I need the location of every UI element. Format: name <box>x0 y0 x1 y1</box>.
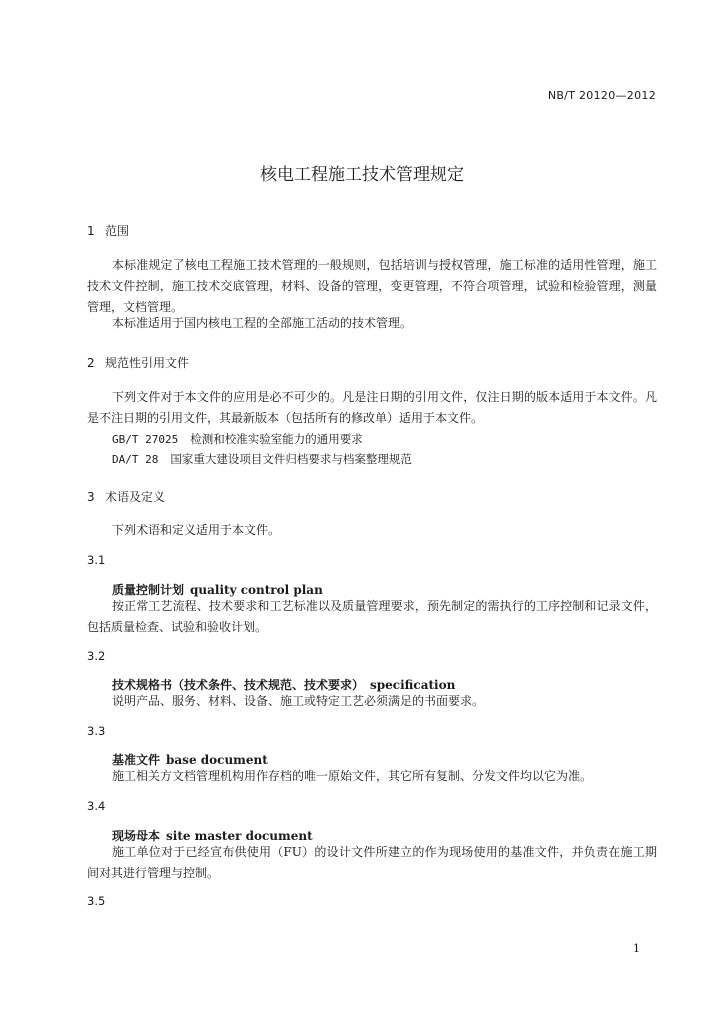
section-number: 3 <box>87 490 95 504</box>
clause-number: 3.3 <box>87 724 106 738</box>
references-paragraph: 下列文件对于本文件的应用是必不可少的。凡是注日期的引用文件，仅注日期的版本适用于本文件。凡是不注日期的引用文件，其最新版本（包括所有的修改单）适用于本文件。 <box>87 390 657 425</box>
clause-number: 3.2 <box>87 649 106 663</box>
clause-number: 3.1 <box>87 553 106 567</box>
term-definition: 说明产品、服务、材料、设备、施工或特定工艺必须满足的书面要求。 <box>112 694 485 708</box>
section-heading-2 <box>87 354 189 371</box>
reference-code: DA/T 28 <box>112 453 159 466</box>
reference-item <box>112 451 412 467</box>
standard-code: NB/T 20120—2012 <box>547 89 656 102</box>
term-chinese: 现场母本 <box>112 829 161 843</box>
page-number: 1 <box>633 942 640 955</box>
scope-paragraph-1: 本标准规定了核电工程施工技术管理的一般规则，包括培训与授权管理，施工标准的适用性管理，施工技术文件控制，施工技术交底管理，材料、设备的管理，变更管理，不符合项管理，试验和检验管理，测量管理，文档管理。 <box>87 258 657 314</box>
term-definition: 按正常工艺流程、技术要求和工艺标准以及质量管理要求，预先制定的需执行的工序控制和记录文件，包括质量检查、试验和验收计划。 <box>87 599 657 634</box>
term-definition: 施工单位对于已经宣布供使用（FU）的设计文件所建立的作为现场使用的基准文件，并负责在施工期间对其进行管理与控制。 <box>87 845 657 880</box>
section-heading-1 <box>87 222 129 239</box>
reference-title: 国家重大建设项目文件归档要求与档案整理规范 <box>170 452 412 466</box>
terms-intro-paragraph: 下列术语和定义适用于本文件。 <box>112 523 281 537</box>
section-title: 术语及定义 <box>105 490 166 504</box>
term-definition: 施工相关方文档管理机构用作存档的唯一原始文件，其它所有复制、分发文件均以它为准。 <box>112 769 593 783</box>
scope-paragraph-2: 本标准适用于国内核电工程的全部施工活动的技术管理。 <box>112 316 413 330</box>
term-english: site master document <box>166 829 313 843</box>
section-heading-3 <box>87 488 165 505</box>
term-english: specification <box>370 678 456 692</box>
term-chinese: 技术规格书（技术条件、技术规范、技术要求） <box>112 678 365 692</box>
term-english: quality control plan <box>190 583 323 597</box>
clause-number: 3.5 <box>87 894 106 908</box>
clause-number: 3.4 <box>87 799 106 813</box>
reference-item <box>112 431 363 447</box>
section-number: 2 <box>87 356 95 370</box>
section-title: 规范性引用文件 <box>105 356 190 370</box>
section-title: 范围 <box>105 224 130 238</box>
term-chinese: 基准文件 <box>112 753 161 767</box>
reference-code: GB/T 27025 <box>112 433 179 446</box>
term-english: base document <box>166 753 268 767</box>
section-number: 1 <box>87 224 95 238</box>
document-title: 核电工程施工技术管理规定 <box>260 165 464 185</box>
reference-title: 检测和校准实验室能力的通用要求 <box>190 432 363 446</box>
term-chinese: 质量控制计划 <box>112 583 185 597</box>
